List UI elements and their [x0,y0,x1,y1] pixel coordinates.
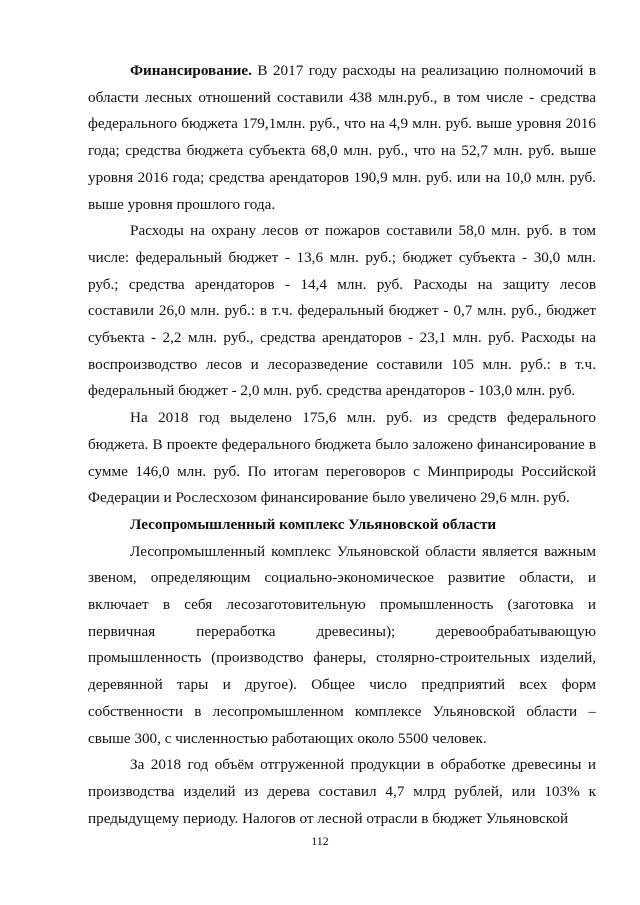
paragraph-output: За 2018 год объём отгруженной продукции в обработке древесины и производства изделий из дерева составил 4,7 млрд рублей, или 103% к предыдущему периоду. Налогов от лесной отрасли в бюджет Ульяновской [88,756,596,827]
paragraph-financing-text: В 2017 году расходы на реализацию полномочий в области лесных отношений составили 438 млн.руб., в том числе - средства федерального бюджета 179,1млн. руб., что на 4,9 млн. руб. выше уровня 2016 года; средства бюджета субъекта 68,0 млн. руб., что на 52,7 млн. руб. выше уровня 2016 года; средства арендаторов 190,9 млн. руб. или на 10,0 млн. руб. выше уровня прошлого года. [88,62,596,213]
page-number: 112 [311,834,329,848]
paragraph-fire-protection: Расходы на охрану лесов от пожаров составили 58,0 млн. руб. в том числе: федеральный бюджет - 13,6 млн. руб.; бюджет субъекта - 30,0 млн. руб.; средства арендаторов - 14,4 млн. руб. Расходы на защиту лесов составили 26,0 млн. руб.: в т.ч. федеральный бюджет - 0,7 млн. руб., бюджет субъекта - 2,2 млн. руб., средства арендаторов - 23,1 млн. руб. Расходы на воспроизводство лесов и лесоразведение составили 105 млн. руб.: в т.ч. федеральный бюджет - 2,0 млн. руб. средства арендаторов - 103,0 млн. руб. [88,222,596,400]
document-page [88,58,596,832]
section-heading: Лесопромышленный комплекс Ульяновской области [130,515,497,533]
paragraph-lead: Финансирование. [130,62,252,79]
paragraph-industry: Лесопромышленный комплекс Ульяновской области является важным звеном, определяющим социально-экономическое развитие области, и включает в себя лесозаготовительную промышленность (заготовка и первичная переработка древесины); деревообрабатывающую промышленность (производство фанеры, столярно-строительных изделий, деревянной тары и другое). Общее число предприятий всех форм собственности в лесопромышленном комплексе Ульяновской области – свыше 300, с численностью работающих около 5500 человек. [88,542,596,747]
paragraph-financing [88,58,596,218]
paragraph-2018-funding: На 2018 год выделено 175,6 млн. руб. из средств федерального бюджета. В проекте федерального бюджета было заложено финансирование в сумме 146,0 млн. руб. По итогам переговоров с Минприроды Российской Федерации и Рослесхозом финансирование было увеличено 29,6 млн. руб. [88,409,596,507]
